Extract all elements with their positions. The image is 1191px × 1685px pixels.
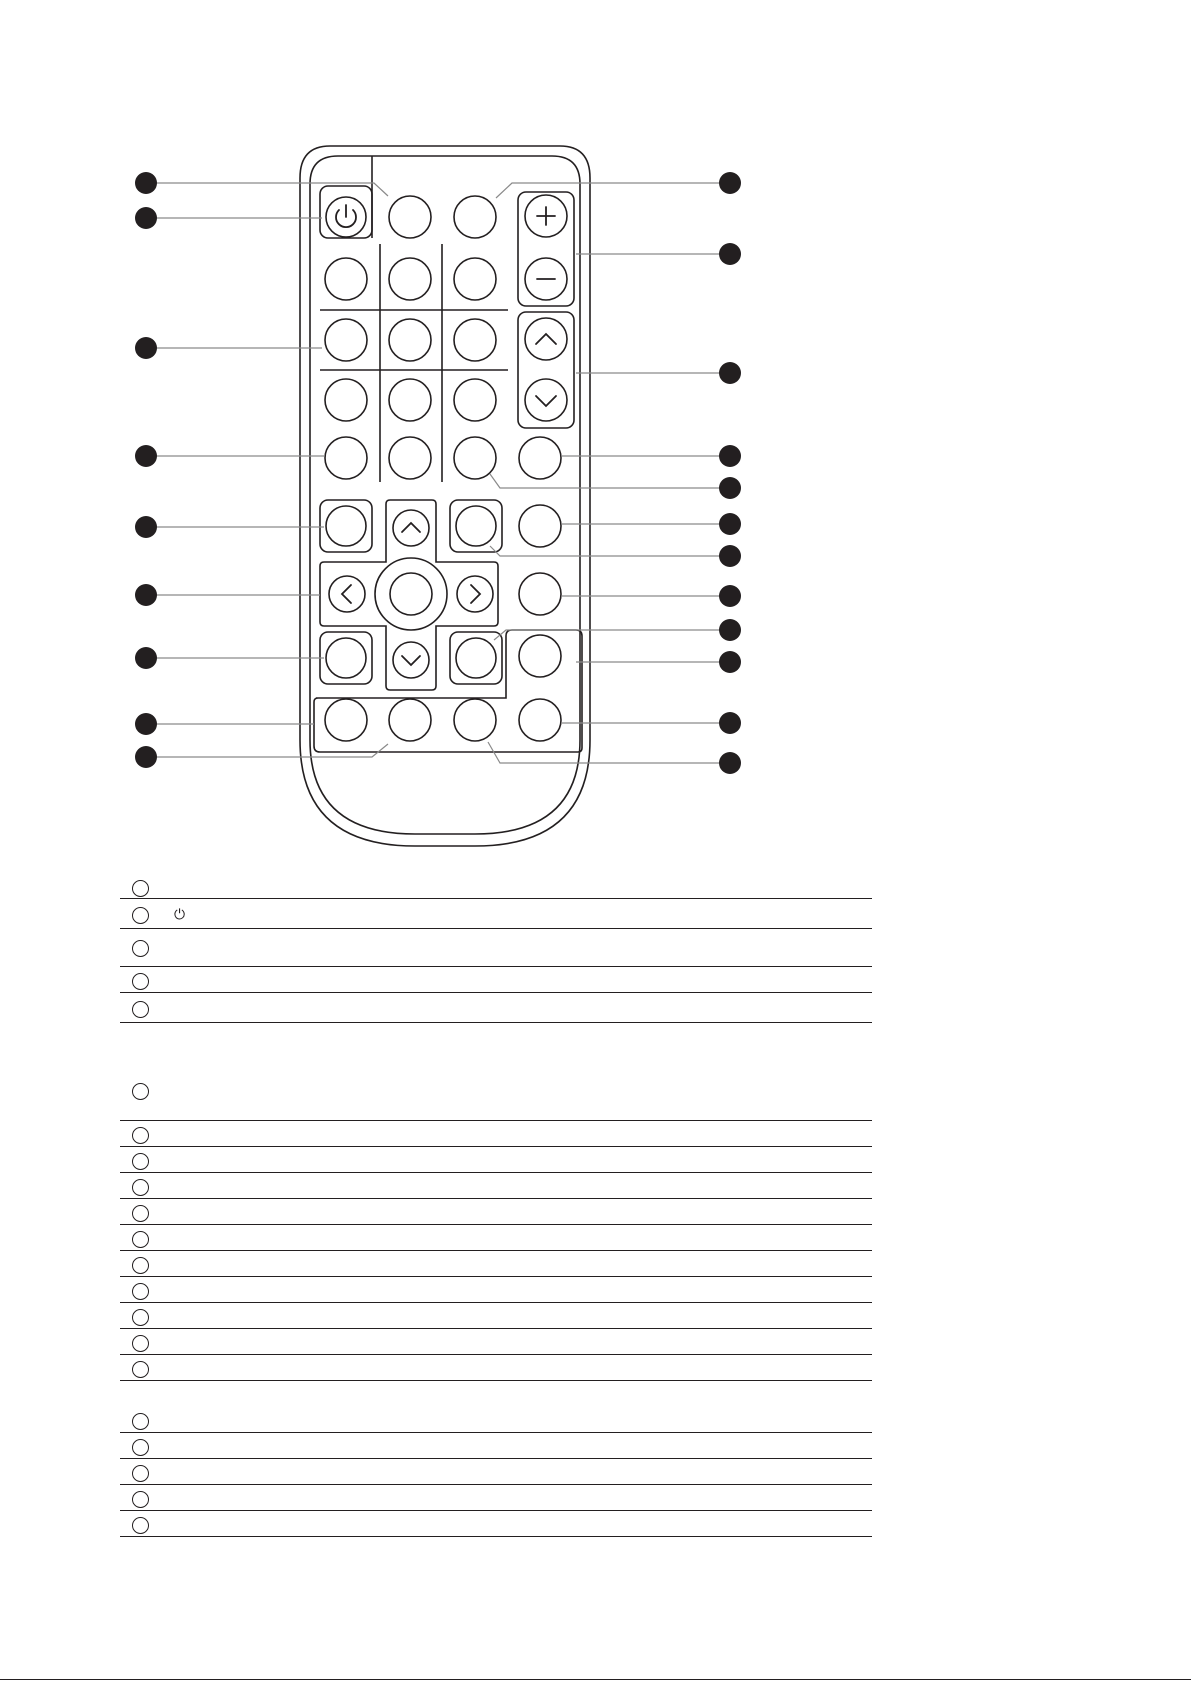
legend-number-circle bbox=[132, 1231, 149, 1248]
legend-number-circle bbox=[132, 1309, 149, 1326]
legend-row-divider bbox=[120, 966, 872, 967]
legend-row bbox=[120, 1228, 872, 1250]
chevron-left-icon bbox=[342, 585, 351, 603]
callout-marker bbox=[135, 172, 157, 194]
top-button-2 bbox=[389, 196, 431, 238]
callout-marker bbox=[135, 713, 157, 735]
callout-marker bbox=[719, 585, 741, 607]
callout-marker bbox=[135, 207, 157, 229]
legend-number-circle bbox=[132, 1257, 149, 1274]
nav-cross-frame bbox=[320, 500, 498, 690]
power-icon: ⏻ bbox=[174, 907, 186, 923]
legend-row-divider bbox=[120, 1172, 872, 1173]
legend-number-circle bbox=[132, 1001, 149, 1018]
legend-number-circle bbox=[132, 1439, 149, 1456]
legend-row bbox=[120, 1488, 872, 1510]
legend-row-divider bbox=[120, 1198, 872, 1199]
legend-row-divider bbox=[120, 1120, 872, 1121]
legend-number-circle bbox=[132, 1413, 149, 1430]
home-button bbox=[456, 638, 496, 678]
legend-row bbox=[120, 1462, 872, 1484]
legend-row-divider bbox=[120, 1432, 872, 1433]
callout-marker bbox=[719, 619, 741, 641]
legend-row-divider bbox=[120, 1354, 872, 1355]
callout-markers bbox=[135, 172, 741, 774]
legend-number-circle bbox=[132, 907, 149, 924]
legend-row bbox=[120, 902, 872, 928]
legend-row-divider bbox=[120, 1302, 872, 1303]
chevron-down-icon bbox=[536, 396, 556, 406]
nav-left-button bbox=[329, 576, 365, 612]
chevron-up-icon bbox=[536, 334, 556, 344]
legend-row-divider bbox=[120, 992, 872, 993]
legend-number-circle bbox=[132, 1127, 149, 1144]
callout-marker bbox=[135, 647, 157, 669]
legend-row bbox=[120, 1176, 872, 1198]
legend-number-circle bbox=[132, 1465, 149, 1482]
bottom-edge-line bbox=[0, 1679, 1191, 1680]
menu-button bbox=[326, 506, 366, 546]
callout-marker bbox=[719, 243, 741, 265]
legend-row-divider bbox=[120, 1250, 872, 1251]
legend-row bbox=[120, 1358, 872, 1380]
nav-ok-button bbox=[375, 558, 447, 630]
legend-row bbox=[120, 970, 872, 992]
legend-row bbox=[120, 996, 872, 1022]
callout-marker bbox=[135, 337, 157, 359]
channel-up-button bbox=[525, 318, 567, 360]
legend-row-divider bbox=[120, 898, 872, 899]
callout-marker bbox=[135, 584, 157, 606]
legend-number-circle bbox=[132, 940, 149, 957]
callout-marker bbox=[719, 362, 741, 384]
legend-row bbox=[120, 1436, 872, 1458]
legend-row bbox=[120, 1202, 872, 1224]
nav-down-button bbox=[393, 642, 429, 678]
callout-marker bbox=[719, 513, 741, 535]
legend-number-circle bbox=[132, 1361, 149, 1378]
legend-row-divider bbox=[120, 1458, 872, 1459]
chevron-down-icon bbox=[402, 656, 420, 665]
legend-row-divider bbox=[120, 928, 872, 929]
nav-right-button bbox=[457, 576, 493, 612]
legend-number-circle bbox=[132, 1491, 149, 1508]
legend-number-circle bbox=[132, 973, 149, 990]
callout-marker bbox=[135, 445, 157, 467]
power-icon bbox=[336, 205, 356, 227]
callout-marker bbox=[719, 752, 741, 774]
legend-row-divider bbox=[120, 1224, 872, 1225]
legend-row bbox=[120, 1514, 872, 1536]
legend-row bbox=[120, 1124, 872, 1146]
top-button-3 bbox=[454, 196, 496, 238]
legend-row bbox=[120, 1150, 872, 1172]
callout-marker bbox=[719, 477, 741, 499]
chevron-right-icon bbox=[471, 585, 480, 603]
legend-number-circle bbox=[132, 1205, 149, 1222]
legend-row-divider bbox=[120, 1328, 872, 1329]
legend-row bbox=[120, 1306, 872, 1328]
legend-number-circle bbox=[132, 1153, 149, 1170]
callout-marker bbox=[719, 651, 741, 673]
legend-number-circle bbox=[132, 1179, 149, 1196]
legend-row-divider bbox=[120, 1484, 872, 1485]
legend-row-divider bbox=[120, 1022, 872, 1023]
callout-marker bbox=[719, 172, 741, 194]
legend-row bbox=[120, 1062, 872, 1120]
option-button bbox=[456, 506, 496, 546]
legend-row bbox=[120, 1410, 872, 1432]
callout-marker bbox=[719, 712, 741, 734]
legend-number-circle bbox=[132, 1517, 149, 1534]
chevron-up-icon bbox=[402, 523, 420, 532]
legend-row bbox=[120, 877, 872, 898]
legend-row bbox=[120, 1332, 872, 1354]
legend-row-divider bbox=[120, 1380, 872, 1381]
channel-down-button bbox=[525, 379, 567, 421]
back-button bbox=[326, 638, 366, 678]
legend-row bbox=[120, 1280, 872, 1302]
bottom-row-frame bbox=[314, 630, 582, 752]
legend-row-divider bbox=[120, 1276, 872, 1277]
legend-number-circle bbox=[132, 1283, 149, 1300]
legend-number-circle bbox=[132, 880, 149, 897]
legend-row-divider bbox=[120, 1510, 872, 1511]
legend-row-divider bbox=[120, 1146, 872, 1147]
legend-row-divider bbox=[120, 1536, 872, 1537]
legend-row bbox=[120, 930, 872, 966]
callout-marker bbox=[135, 746, 157, 768]
legend-number-circle bbox=[132, 1083, 149, 1100]
legend-number-circle bbox=[132, 1335, 149, 1352]
legend-row bbox=[120, 1254, 872, 1276]
callout-marker bbox=[135, 516, 157, 538]
callout-marker bbox=[719, 545, 741, 567]
plus-icon bbox=[537, 207, 555, 225]
callout-marker bbox=[719, 445, 741, 467]
channel-frame bbox=[518, 312, 574, 428]
nav-up-button bbox=[393, 510, 429, 546]
